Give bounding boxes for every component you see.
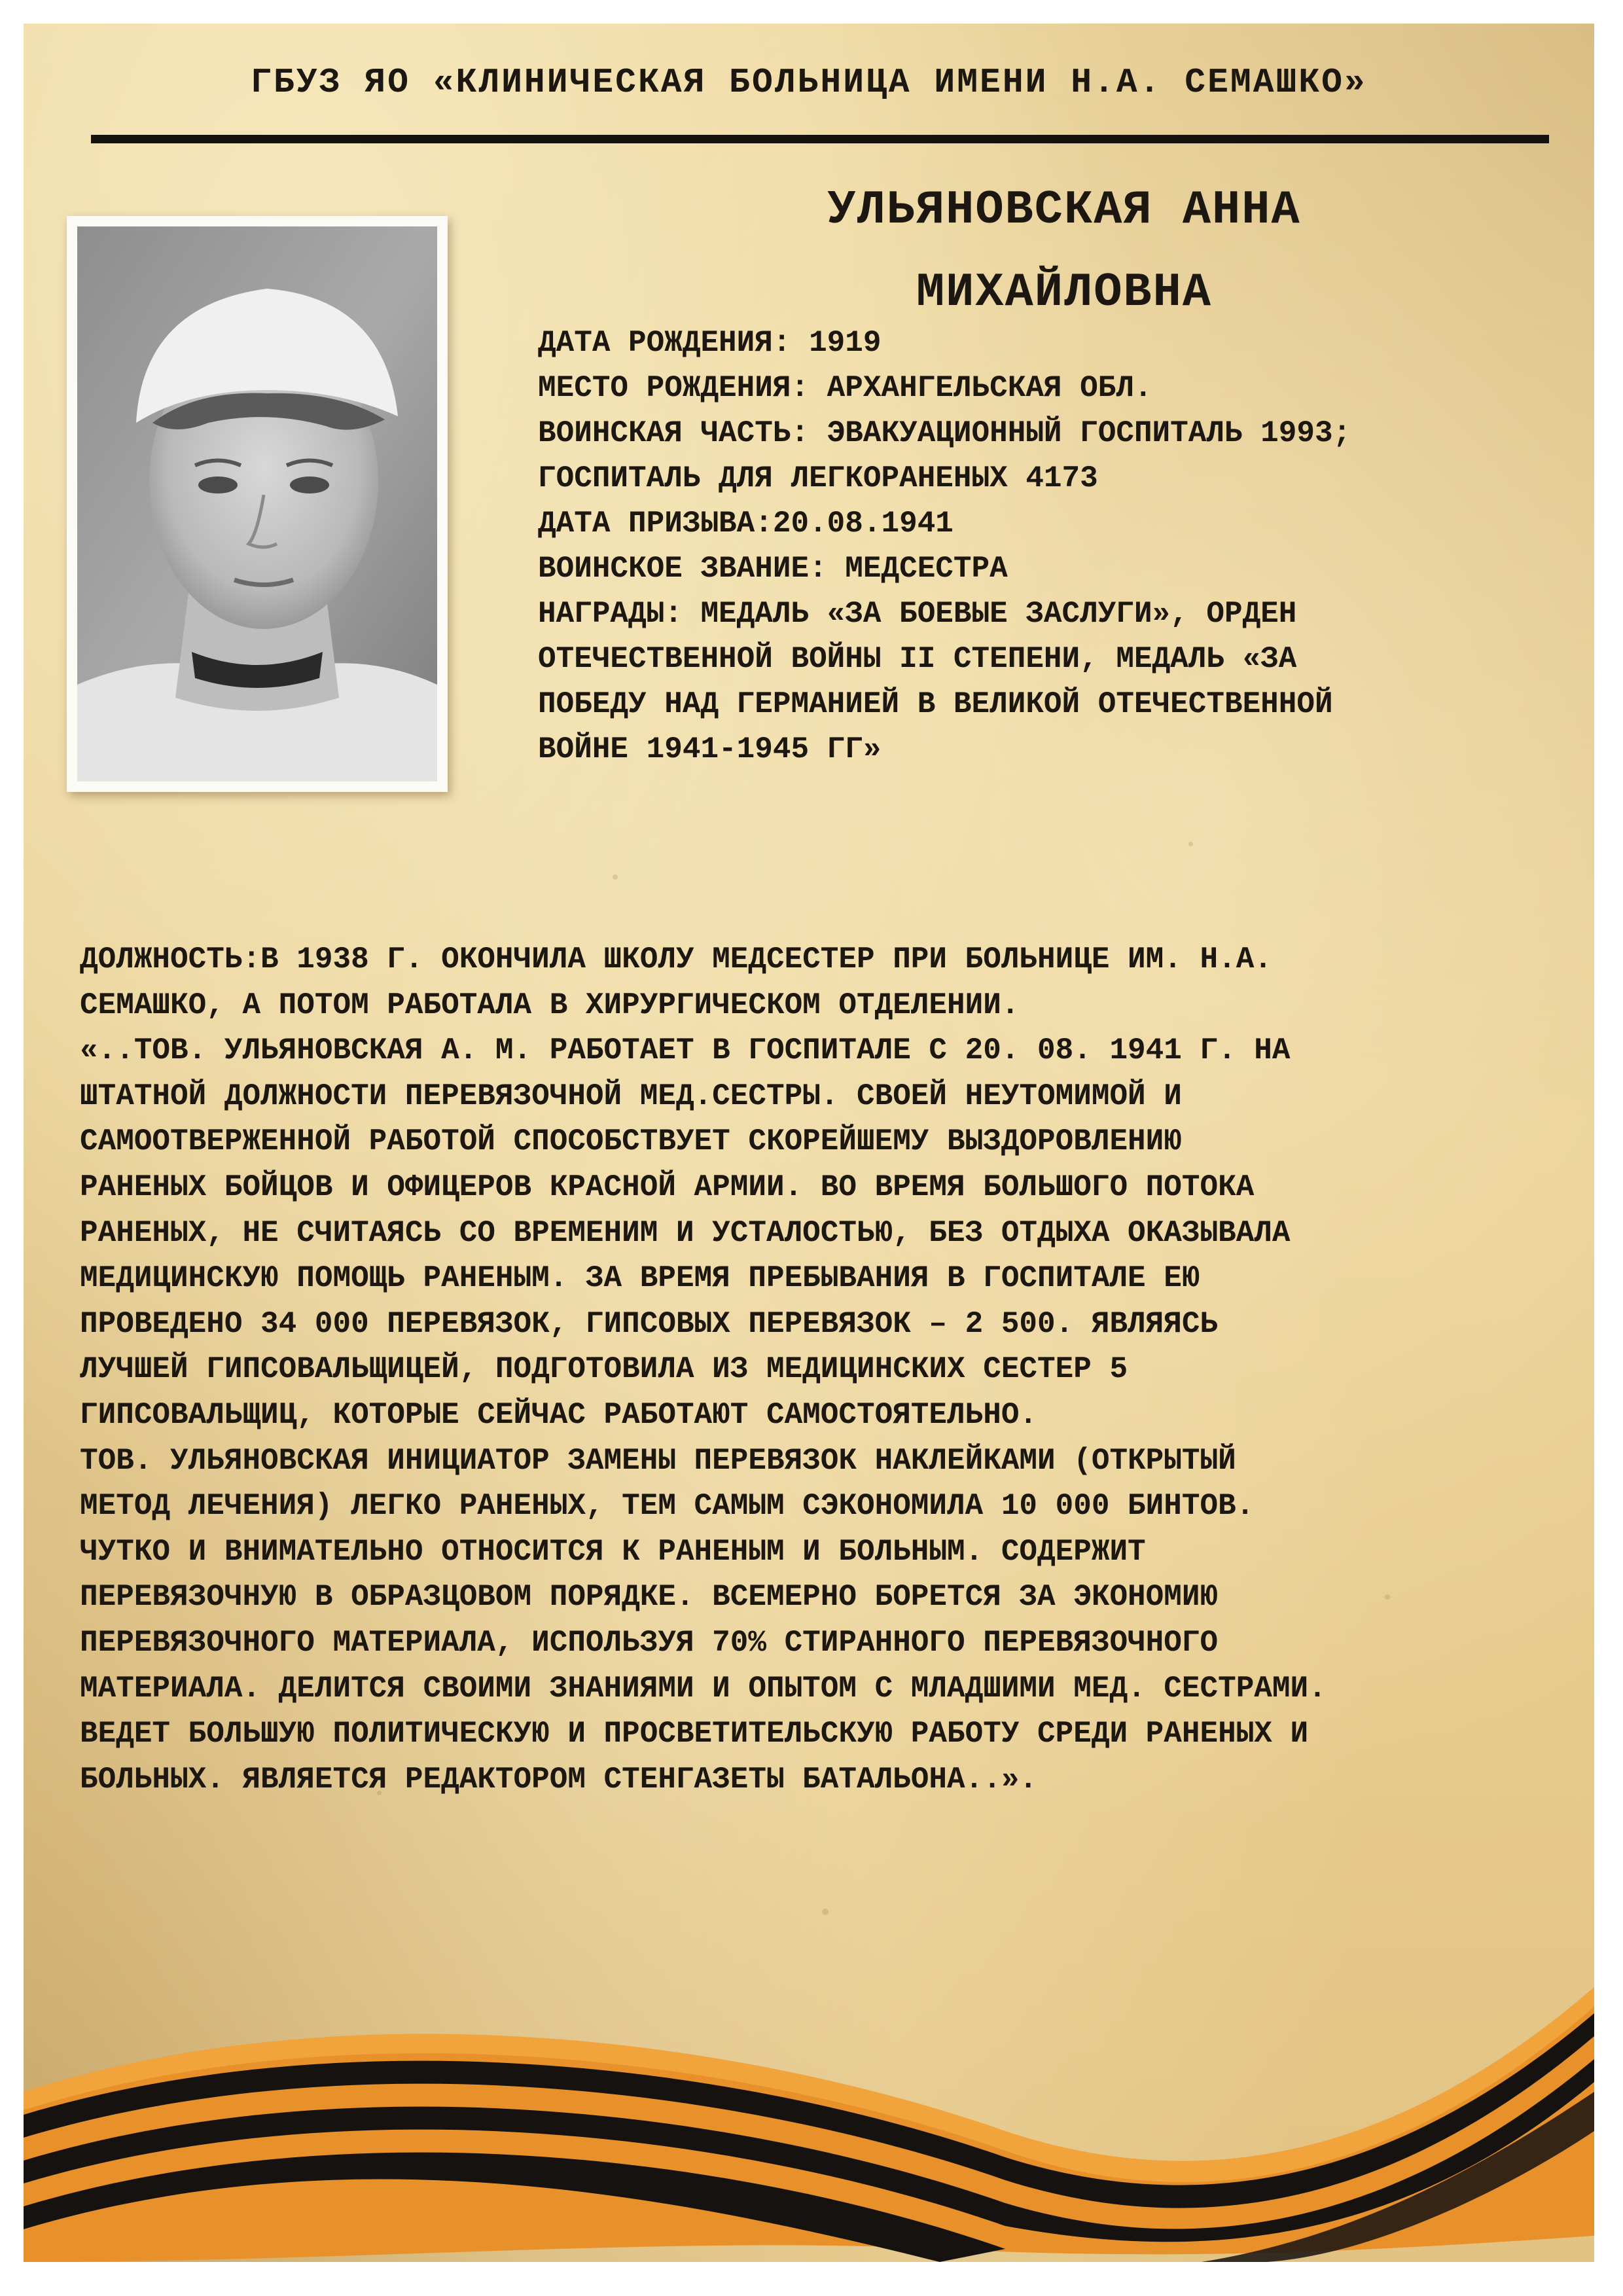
fact-birth-date: ДАТА РОЖДЕНИЯ: 1919 xyxy=(538,326,882,360)
bio-line: МЕДИЦИНСКУЮ ПОМОЩЬ РАНЕНЫМ. ЗА ВРЕМЯ ПРЕБЫВАНИЯ В ГОСПИТАЛЕ ЕЮ xyxy=(80,1261,1200,1296)
portrait-photo-icon xyxy=(77,226,437,781)
fact-rank: ВОИНСКОЕ ЗВАНИЕ: МЕДСЕСТРА xyxy=(538,552,1008,586)
bio-line: «..ТОВ. УЛЬЯНОВСКАЯ А. М. РАБОТАЕТ В ГОСПИТАЛЕ С 20. 08. 1941 Г. НА xyxy=(80,1033,1291,1068)
bio-line: БОЛЬНЫХ. ЯВЛЯЕТСЯ РЕДАКТОРОМ СТЕНГАЗЕТЫ БАТАЛЬОНА..». xyxy=(80,1762,1038,1797)
facts-list xyxy=(538,321,1559,772)
paper-speck xyxy=(1188,842,1193,846)
bio-line: ШТАТНОЙ ДОЛЖНОСТИ ПЕРЕВЯЗОЧНОЙ МЕД.СЕСТРЫ. СВОЕЙ НЕУТОМИМОЙ И xyxy=(80,1079,1182,1113)
fact-military-unit-cont: ГОСПИТАЛЬ ДЛЯ ЛЕГКОРАНЕНЫХ 4173 xyxy=(538,461,1098,495)
portrait-frame xyxy=(67,216,448,792)
biography-text xyxy=(80,937,1585,1803)
paper-speck xyxy=(613,874,618,880)
paper-speck xyxy=(822,1909,829,1915)
organization-title: ГБУЗ ЯО «КЛИНИЧЕСКАЯ БОЛЬНИЦА ИМЕНИ Н.А. СЕМАШКО» xyxy=(251,63,1367,102)
memorial-poster xyxy=(24,24,1594,2262)
bio-line: ПРОВЕДЕНО 34 000 ПЕРЕВЯЗОК, ГИПСОВЫХ ПЕРЕВЯЗОК – 2 500. ЯВЛЯЯСЬ xyxy=(80,1306,1219,1341)
bio-line: ВЕДЕТ БОЛЬШУЮ ПОЛИТИЧЕСКУЮ И ПРОСВЕТИТЕЛЬСКУЮ РАБОТУ СРЕДИ РАНЕНЫХ И xyxy=(80,1717,1309,1751)
bio-line: ДОЛЖНОСТЬ:В 1938 Г. ОКОНЧИЛА ШКОЛУ МЕДСЕСТЕР ПРИ БОЛЬНИЦЕ ИМ. Н.А. xyxy=(80,942,1272,977)
name-line-2: МИХАЙЛОВНА xyxy=(916,266,1213,319)
bio-line: МАТЕРИАЛА. ДЕЛИТСЯ СВОИМИ ЗНАНИЯМИ И ОПЫТОМ С МЛАДШИМИ МЕД. СЕСТРАМИ. xyxy=(80,1671,1327,1706)
bio-line: РАНЕНЫХ БОЙЦОВ И ОФИЦЕРОВ КРАСНОЙ АРМИИ. ВО ВРЕМЯ БОЛЬШОГО ПОТОКА xyxy=(80,1170,1255,1204)
fact-conscription-date: ДАТА ПРИЗЫВА:20.08.1941 xyxy=(538,507,954,541)
person-name xyxy=(691,169,1437,334)
bio-line: ПЕРЕВЯЗОЧНУЮ В ОБРАЗЦОВОМ ПОРЯДКЕ. ВСЕМЕРНО БОРЕТСЯ ЗА ЭКОНОМИЮ xyxy=(80,1580,1219,1615)
bio-line: ГИПСОВАЛЬЩИЦ, КОТОРЫЕ СЕЙЧАС РАБОТАЮТ САМОСТОЯТЕЛЬНО. xyxy=(80,1397,1038,1432)
fact-birth-place: МЕСТО РОЖДЕНИЯ: АРХАНГЕЛЬСКАЯ ОБЛ. xyxy=(538,371,1152,405)
bio-line: ЛУЧШЕЙ ГИПСОВАЛЬЩИЦЕЙ, ПОДГОТОВИЛА ИЗ МЕДИЦИНСКИХ СЕСТЕР 5 xyxy=(80,1352,1128,1387)
bio-line: ТОВ. УЛЬЯНОВСКАЯ ИНИЦИАТОР ЗАМЕНЫ ПЕРЕВЯЗОК НАКЛЕЙКАМИ (ОТКРЫТЫЙ xyxy=(80,1443,1236,1478)
st-george-ribbon-icon xyxy=(24,1961,1594,2262)
name-line-1: УЛЬЯНОВСКАЯ АННА xyxy=(827,183,1301,237)
bio-line: ЧУТКО И ВНИМАТЕЛЬНО ОТНОСИТСЯ К РАНЕНЫМ И БОЛЬНЫМ. СОДЕРЖИТ xyxy=(80,1534,1146,1569)
bio-line: ПЕРЕВЯЗОЧНОГО МАТЕРИАЛА, ИСПОЛЬЗУЯ 70% СТИРАННОГО ПЕРЕВЯЗОЧНОГО xyxy=(80,1625,1219,1660)
fact-awards-cont: ПОБЕДУ НАД ГЕРМАНИЕЙ В ВЕЛИКОЙ ОТЕЧЕСТВЕННОЙ xyxy=(538,687,1333,721)
bio-line: СЕМАШКО, А ПОТОМ РАБОТАЛА В ХИРУРГИЧЕСКОМ ОТДЕЛЕНИИ. xyxy=(80,988,1020,1022)
fact-awards-cont: ОТЕЧЕСТВЕННОЙ ВОЙНЫ II СТЕПЕНИ, МЕДАЛЬ «ЗА xyxy=(538,642,1297,676)
header-divider xyxy=(91,135,1549,143)
fact-awards: НАГРАДЫ: МЕДАЛЬ «ЗА БОЕВЫЕ ЗАСЛУГИ», ОРДЕН xyxy=(538,597,1297,631)
bio-line: МЕТОД ЛЕЧЕНИЯ) ЛЕГКО РАНЕНЫХ, ТЕМ САМЫМ СЭКОНОМИЛА 10 000 БИНТОВ. xyxy=(80,1489,1255,1524)
bio-line: РАНЕНЫХ, НЕ СЧИТАЯСЬ СО ВРЕМЕНИМ И УСТАЛОСТЬЮ, БЕЗ ОТДЫХА ОКАЗЫВАЛА xyxy=(80,1215,1291,1250)
fact-awards-cont: ВОЙНЕ 1941-1945 ГГ» xyxy=(538,732,882,766)
bio-line: САМООТВЕРЖЕННОЙ РАБОТОЙ СПОСОБСТВУЕТ СКОРЕЙШЕМУ ВЫЗДОРОВЛЕНИЮ xyxy=(80,1124,1182,1159)
fact-military-unit: ВОИНСКАЯ ЧАСТЬ: ЭВАКУАЦИОННЫЙ ГОСПИТАЛЬ 1993; xyxy=(538,416,1351,450)
